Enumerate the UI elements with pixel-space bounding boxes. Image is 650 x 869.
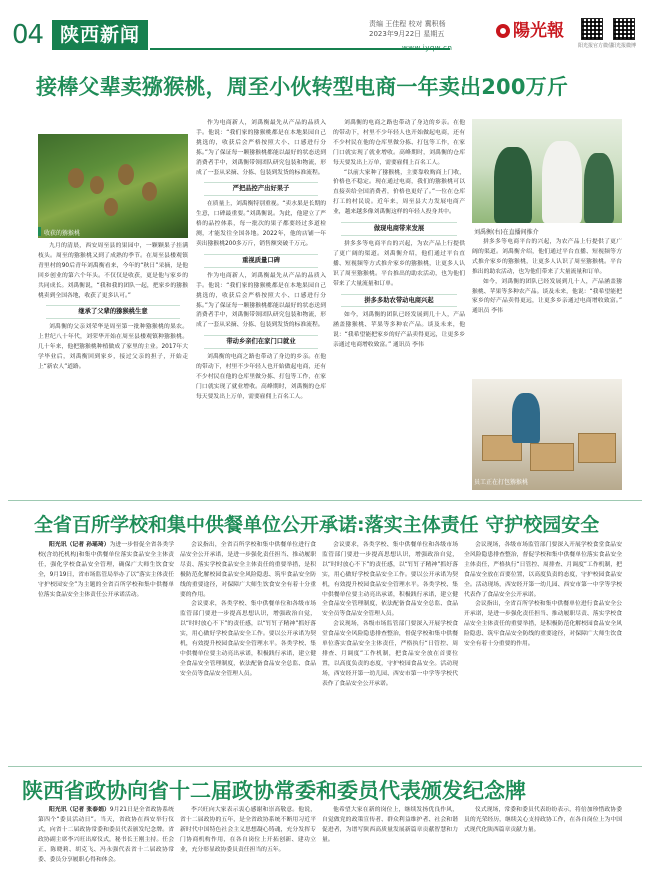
story1-column-4	[472, 238, 622, 374]
story1-column-1	[38, 242, 188, 506]
story2-column-3	[322, 541, 458, 763]
paragraph: 如今，刘禹衡的团队已经发展到几十人，产品涵盖猕猴桃、苹果等多种农产品。谈及未来，他说：“我希望能把家乡的好产品卖得更远，让更多乡亲通过电商增收致富。” 通讯员 李伟	[333, 312, 465, 349]
story1-headline[interactable]: 接棒父辈卖猕猴桃，周至小伙转型电商一年卖出200万斤	[36, 75, 569, 99]
story2-column-4	[464, 541, 622, 763]
paragraph: 刘禹衡的电商之路也带动了身边的乡亲。在他的带动下，村里不少年轻人也开始做起电商，还有不少村民在他的仓库里做分拣、打包等工作，在家门口就实现了就业增收。高峰期时，刘禹衡的仓库每天要发出上万单，需要雇佣上百名工人。	[333, 120, 465, 166]
divider	[8, 500, 642, 501]
paragraph: “以前大家种了猕猴桃，主要靠收购商上门收，价格也不稳定。现在通过电商，我们的猕猴桃可以直接卖给全国消费者，价格也更好了。”一位在仓库打工的村民说。近年来，周至县大力发展电商产业，越来越多像刘禹衡这样的年轻人投身其中。	[333, 169, 465, 216]
story2-column-2	[180, 541, 316, 763]
byline: 阳光讯（记者 张泰娟）	[49, 807, 110, 813]
masthead-info	[369, 19, 446, 39]
subhead: 做现电商带来发展	[341, 222, 457, 236]
subhead: 严把品控产出好果子	[204, 182, 318, 196]
paragraph: 会议指出，全省百所学校和集中供餐单位进行食品安全公开承诺，是进一步强化责任担当、推动履职尽责、落实学校食品安全主体责任的重要举措，是积极防范化解校园食品安全风险隐患、筑牢食品安全防线的重要途径，对保障广大师生饮食安全有着十分重要的作用。	[464, 601, 622, 648]
subhead: 继承了父辈的猕猴桃生意	[46, 305, 180, 319]
story3-column-2	[180, 806, 316, 864]
packing-photo	[472, 379, 622, 490]
qr-caption-weibo: 阳光报微博	[611, 43, 637, 49]
caption-marker	[38, 227, 41, 236]
subhead: 拼多多助农带动电商兴起	[341, 294, 457, 308]
paragraph: 拼多多等电商平台的兴起，为农产品上行提供了更广阔的渠道。刘禹衡介绍，他们通过平台直播、短视频等方式推介家乡的猕猴桃，让更多人认识了周至猕猴桃。平台推出的助农活动，也为他们带来了大量流量和订单。	[333, 240, 465, 287]
paragraph: 如今，刘禹衡的团队已经发展到几十人，产品涵盖猕猴桃、苹果等多种农产品。谈及未来，他说：“我希望能把家乡的好产品卖得更远，让更多乡亲通过电商增收致富。” 通讯员 李伟	[472, 278, 622, 315]
paragraph: 拼多多等电商平台的兴起，为农产品上行提供了更广阔的渠道。刘禹衡介绍，他们通过平台直播、短视频等方式推介家乡的猕猴桃，让更多人认识了周至猕猴桃。平台推出的助农活动，也为他们带来了大量流量和订单。	[472, 239, 622, 275]
paragraph: 9月21日是全省政协系统第四个“委员活动日”。当天，省政协在西安举行仪式，向省十二届政协常委和委员代表颁发纪念牌。省政协副主席李兴旺出席仪式，秘书长王刚主持。任会正、陈晓莉、胡克飞、冯永强代表省十二届政协常委、委员分享履职心得和体会。	[38, 807, 174, 863]
story3-column-1	[38, 806, 174, 864]
photo-caption-packing: 员工正在打包猕猴桃	[474, 479, 529, 486]
masthead	[0, 0, 650, 62]
paragraph: 会议指出，全省百所学校和集中供餐单位进行食品安全公开承诺，是进一步强化责任担当、推动履职尽责、落实学校食品安全主体责任的重要举措，是积极防范化解校园食品安全风险隐患、筑牢食品安全防线的重要途径，对保障广大师生饮食安全有着十分重要的作用。	[180, 542, 316, 598]
date-line: 2023年9月22日 星期五	[369, 30, 445, 38]
paragraph: 作为电商新人，刘禹衡最先从产品的品质入手。他说：“我们家的猕猴桃都是在本地果园自己挑选的，收获后会严格按照大小、口感进行分拣。”为了保证每一颗猕猴桃都能以最好的状态送到消费者手中，刘禹衡带领团队研究包装和物流，形成了一套从采摘、分拣、包装到发货的标准流程。	[196, 272, 326, 329]
livestream-photo	[472, 119, 622, 223]
page-number: 04	[12, 20, 44, 50]
qr-caption-wechat: 阳光报官方微信	[578, 43, 614, 49]
section-title: 陕西新闻	[52, 20, 148, 50]
paragraph: 他希望大家在新的岗位上，继续发扬优良作风，自觉做党的政策宣传者、群众利益维护者、社会和谐促进者，为谱写陕西高质量发展新篇章贡献智慧和力量。	[322, 807, 458, 843]
subhead: 带动乡亲们在家门口就业	[204, 335, 318, 349]
byline: 阳光讯（记者 孙瑶琦）	[49, 542, 110, 548]
paragraph: 为进一步督促全省各类学校(含幼托机构)和集中供餐单位落实食品安全主体责任，强化学校食品安全管理，确保广大师生饮食安全，9月19日，省市场监管局举办了以“落实主体责任 守护校园安全”为主题的全省百所学校和集中供餐单位落实食品安全主体责任公开承诺活动。	[38, 542, 174, 598]
story1-column-2	[196, 119, 326, 506]
paragraph: 九月的清晨，西安周至县的果园中，一颗颗果子挂满枝头。周至的猕猴桃又到了成熟的季节。在周至县楼观镇青里村的90后青年刘禹衡看来，今年的“秋日”采摘，是他回乡创业的第六个年头。不仅仅是收获，更是他与家乡的共同成长。刘禹衡说，“我和我的团队一起，把家乡的猕猴桃卖到全国各地，收获了更多认可。”	[38, 243, 188, 299]
photo-caption-livestream: 刘禹衡(右)在直播间推介	[474, 229, 539, 236]
paragraph: 会议要求，各类学校、集中供餐单位和各级市场监管部门要进一步提高思想认识，增强政治自觉，以“时时放心不下”的责任感，以“钉钉子精神”抓好落实，用心做好学校食品安全工作。要以公开承诺为契机，有效提升校园食品安全管理水平。各类学校、集中供餐单位要主动亮出承诺，积极践行承诺，建立健全食品安全管理制度，依法配备食品安全总监、食品安全员等食品安全管理人员。	[322, 542, 458, 618]
paragraph: 刘禹衡的电商之路也带动了身边的乡亲。在他的带动下，村里不少年轻人也开始做起电商，还有不少村民在他的仓库里做分拣、打包等工作，在家门口就实现了就业增收。高峰期时，刘禹衡的仓库每天要发出上万单，需要雇佣上百名工人。	[196, 354, 326, 400]
site-url[interactable]: www.iyqw.cn	[402, 44, 453, 52]
story1-column-3	[333, 119, 465, 506]
subhead: 重视质量口碑	[204, 254, 318, 268]
story3-headline[interactable]: 陕西省政协向省十二届政协常委和委员代表颁发纪念牌	[22, 779, 526, 803]
paragraph: 刘禹衡的父亲刘荣华是周至第一批种猕猴桃的果农。上世纪八十年代，刘荣华开始在周至县楼观镇种猕猴桃。几十年来，他把猕猴桃种植做成了家里的主业。2017年大学毕业后，刘禹衡回到家乡，接过父亲的担子，开始走上“新农人”道路。	[38, 324, 188, 370]
editor-line: 责编 王佳程 校对 冀积杨	[369, 20, 446, 28]
kiwifruit-photo	[38, 134, 188, 238]
newspaper-logo	[496, 16, 564, 41]
divider	[8, 766, 642, 767]
paragraph: 作为电商新人，刘禹衡最先从产品的品质入手。他说：“我们家的猕猴桃都是在本地果园自己挑选的，收获后会严格按照大小、口感进行分拣。”为了保证每一颗猕猴桃都能以最好的状态送到消费者手中，刘禹衡带领团队研究包装和物流，形成了一套从采摘、分拣、包装到发货的标准流程。	[196, 120, 326, 176]
story2-column-1	[38, 541, 174, 763]
story2-headline[interactable]: 全省百所学校和集中供餐单位公开承诺:落实主体责任 守护校园安全	[34, 514, 600, 536]
wechat-qr-code[interactable]	[581, 18, 603, 40]
paragraph: 会议现场，各级市场监管部门要深入开展学校食堂食品安全风险隐患排查整治，督促学校和集中供餐单位落实食品安全主体责任，严格执行“日管控、周排查、月调度”工作机制，把食品安全放在首要位置，以高度负责的态度，守护校园食品安全。活动现场，西安经开第一幼儿园、西安市第一中学等学校代表作了食品安全公开承诺。	[464, 542, 622, 598]
paragraph: 李兴旺向大家表示衷心感谢和崇高敬意。他说，省十二届政协的五年，是全省政协系统不断用习近平新时代中国特色社会主义思想凝心铸魂，充分发挥专门协商机构作用，在各自岗位上开拓创新、建功立业，充分彰显政协委员责任担当的五年。	[180, 807, 316, 853]
weibo-qr-code[interactable]	[613, 18, 635, 40]
paragraph: 会议要求，各类学校、集中供餐单位和各级市场监管部门要进一步提高思想认识，增强政治自觉，以“时时放心不下”的责任感，以“钉钉子精神”抓好落实，用心做好学校食品安全工作。要以公开承诺为契机，有效提升校园食品安全管理水平。各类学校、集中供餐单位要主动亮出承诺，积极践行承诺，建立健全食品安全管理制度，依法配备食品安全总监、食品安全员等食品安全管理人员。	[180, 601, 316, 677]
sun-logo-icon	[496, 24, 510, 38]
paragraph: 会议现场，各级市场监管部门要深入开展学校食堂食品安全风险隐患排查整治，督促学校和集中供餐单位落实食品安全主体责任，严格执行“日管控、周排查、月调度”工作机制，把食品安全放在首要位置，以高度负责的态度，守护校园食品安全。活动现场，西安经开第一幼儿园、西安市第一中学等学校代表作了食品安全公开承诺。	[322, 621, 458, 687]
photo-caption-kiwifruit: 收获的猕猴桃	[44, 230, 81, 237]
paragraph: 仪式现场，常委和委员代表纷纷表示，将倍加珍惜政协委员的光荣经历，继续关心支持政协工作，在各自岗位上为中国式现代化陕西篇章贡献力量。	[464, 807, 622, 833]
story3-column-4	[464, 806, 622, 864]
logo-text: 陽光報	[513, 21, 564, 41]
story3-column-3	[322, 806, 458, 864]
paragraph: 在质量上，刘禹衡特别重视。“卖水果是长期的生意，口碑最重要。”刘禹衡说。为此，他建立了严格的品控体系，每一批次的果子都要经过多道检测，才能发往全国各地。2022年，他的店铺一年卖出猕猴桃200多万斤，销售额突破千万元。	[196, 201, 326, 247]
